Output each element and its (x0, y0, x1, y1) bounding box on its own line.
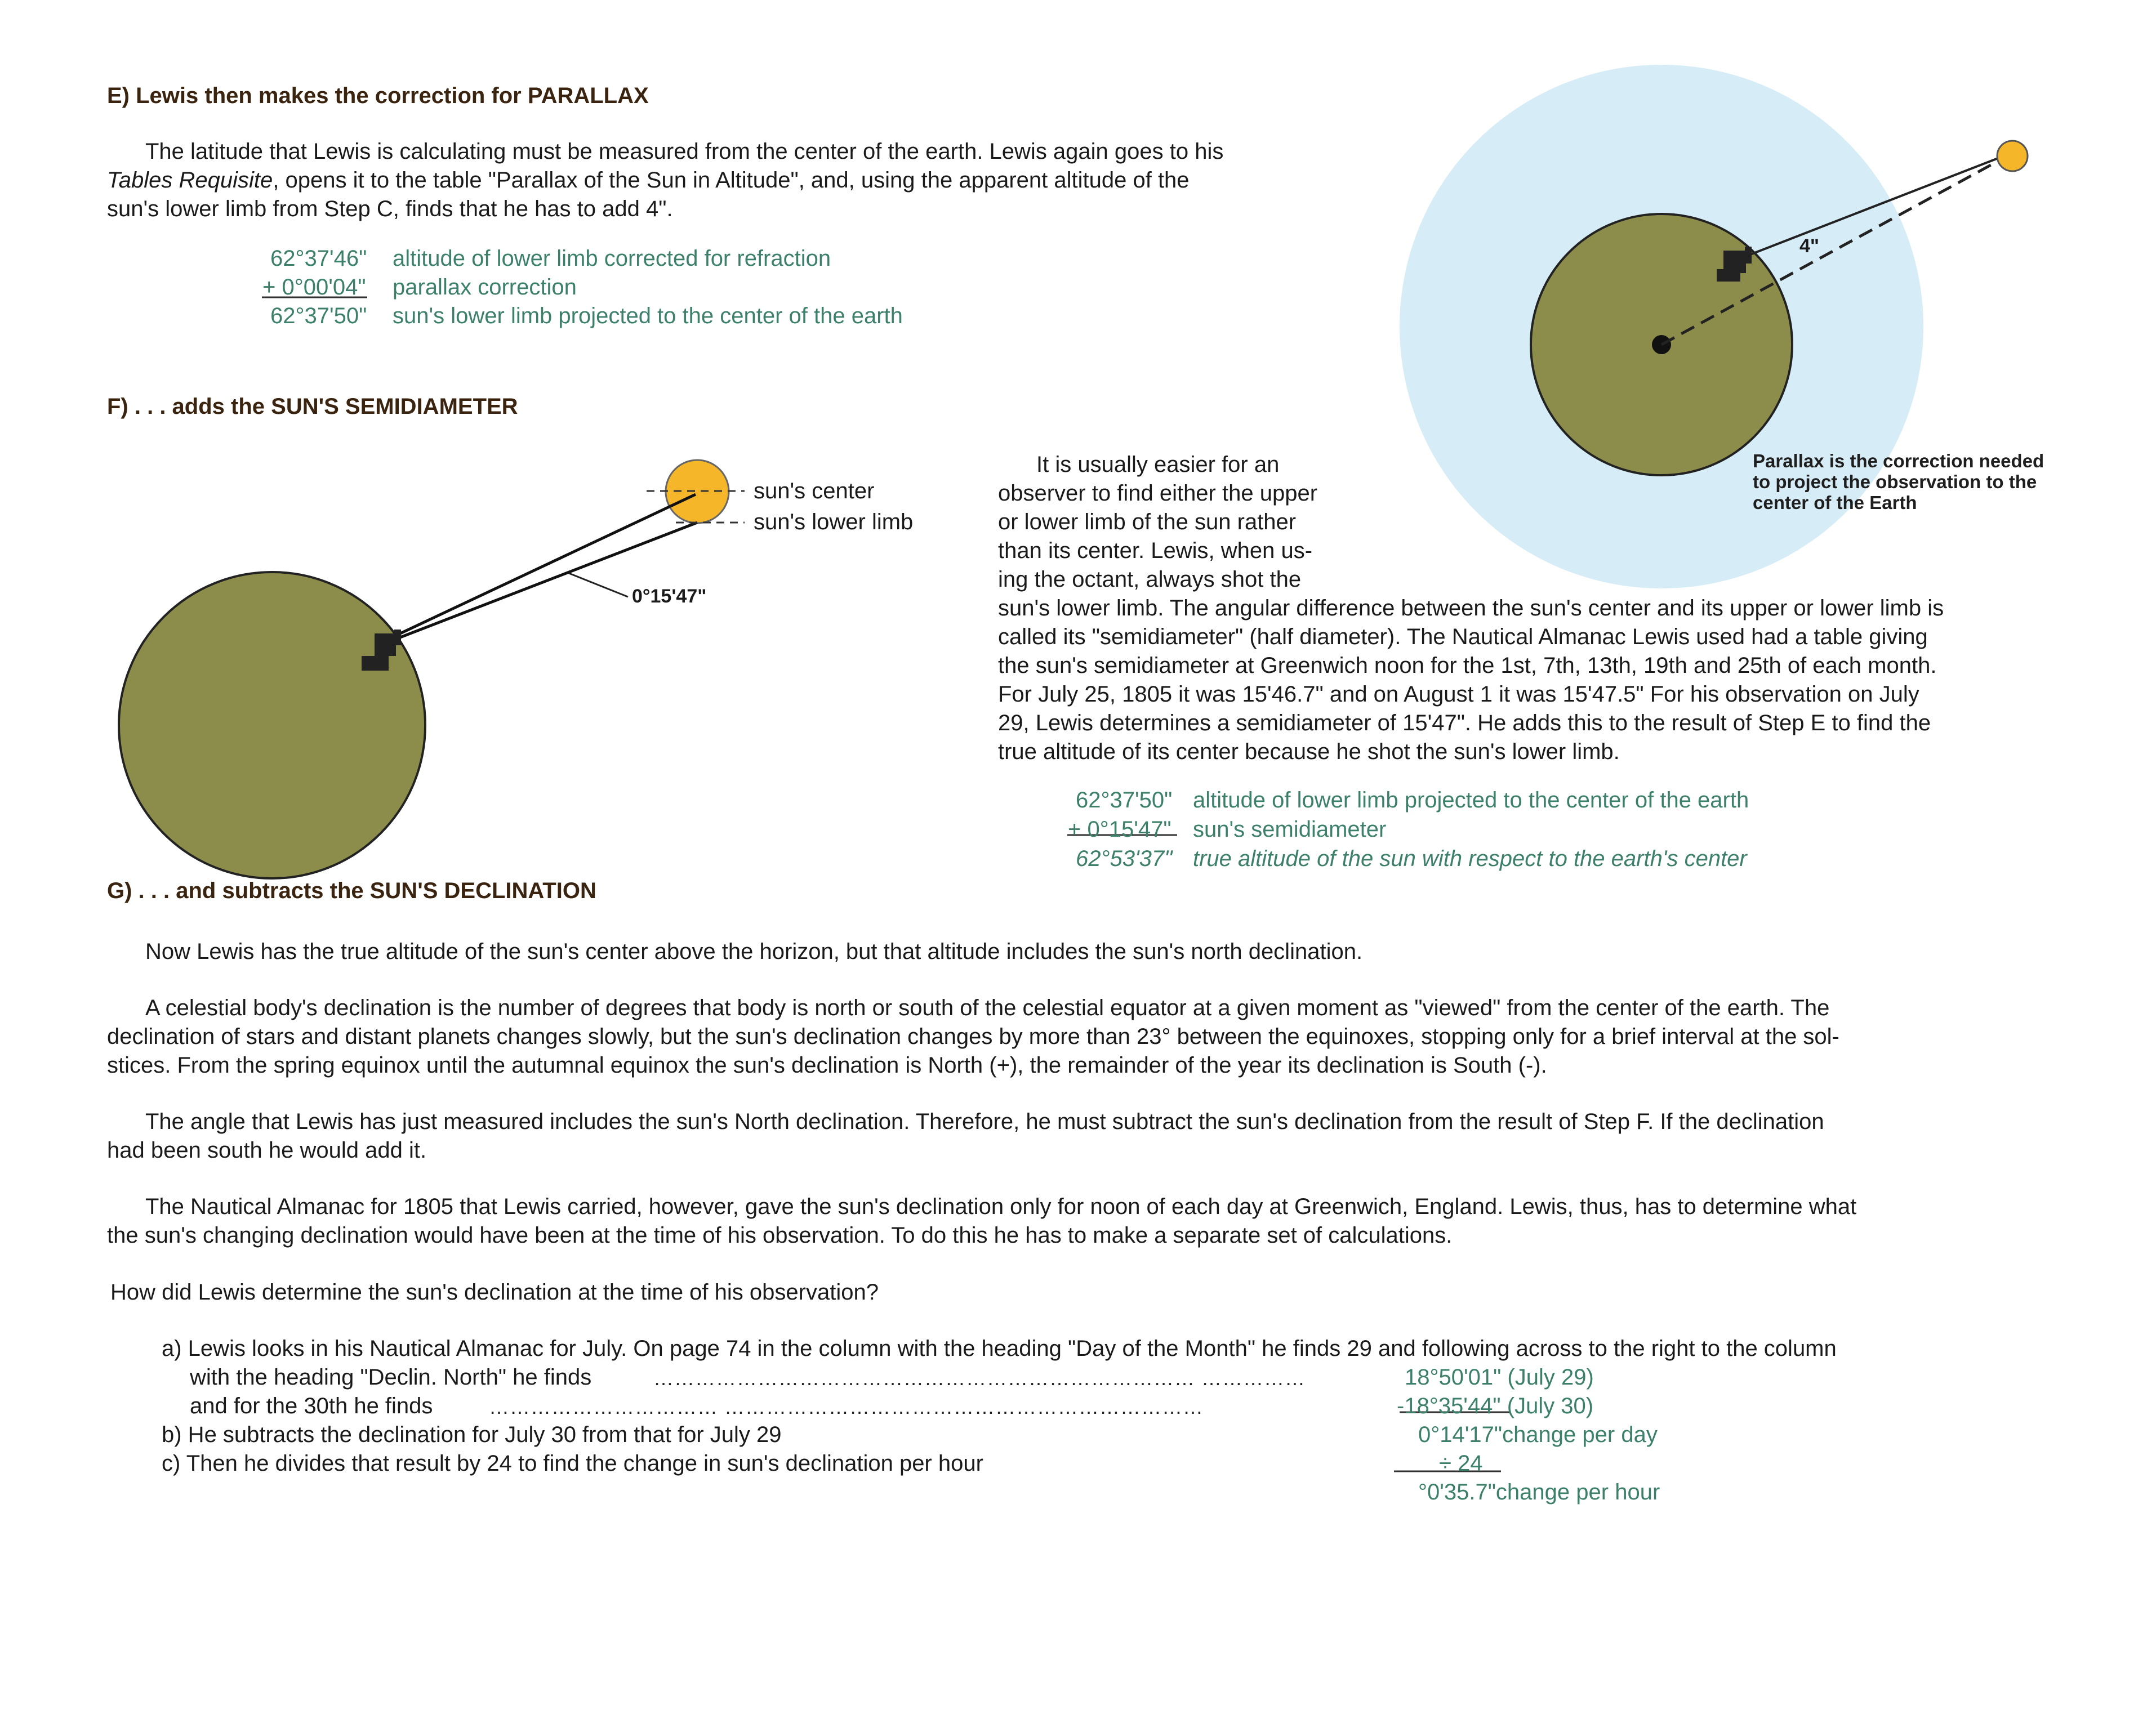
step-a-leader-dots-2: …………………………… …………………………………………………………… (489, 1395, 1204, 1418)
section-f-line-1: It is usually easier for an (1036, 452, 1280, 477)
section-f-line-11: true altitude of its center because he shot the sun's lower limb. (998, 739, 1620, 764)
parallax-calc-desc-3: sun's lower limb projected to the center of the earth (393, 303, 903, 328)
section-e-para-line-3: sun's lower limb from Step C, finds that he has to add 4". (107, 197, 673, 221)
section-f-line-4: than its center. Lewis, when us- (998, 538, 1313, 563)
step-c: c) Then he divides that result by 24 to find the change in sun's declination per hour (162, 1451, 983, 1476)
parallax-calc-value-1: 62°37'46" (270, 246, 367, 271)
step-a-line-2: with the heading "Declin. North" he finds (190, 1365, 592, 1390)
sight-line-center (394, 494, 696, 636)
change-per-day: 0°14'17"change per day (1418, 1422, 1658, 1447)
book-title: Tables Requisite (107, 168, 273, 193)
section-f-line-7: called its "semidiameter" (half diameter). The Nautical Almanac Lewis used had a table giving (998, 624, 1928, 649)
semidiameter-angle-label: 0°15'47" (632, 586, 707, 607)
semidiameter-earth (119, 572, 425, 878)
step-a-leader-dots-1: …………………………………………………………………… …………… (653, 1367, 1306, 1390)
sun-center-label: sun's center (754, 479, 875, 503)
declination-july-29: 18°50'01" (July 29) (1405, 1365, 1594, 1390)
change-per-hour: °0'35.7"change per hour (1418, 1480, 1660, 1505)
section-g-heading: G) . . . and subtracts the SUN'S DECLINATION (107, 878, 596, 903)
declination-question: How did Lewis determine the sun's declination at the time of his observation? (110, 1280, 879, 1305)
divide-by-24: ÷ 24 (1439, 1451, 1483, 1476)
section-f-heading: F) . . . adds the SUN'S SEMIDIAMETER (107, 394, 518, 419)
semidiameter-calc-value-1: 62°37'50" (1076, 788, 1173, 813)
parallax-note-line-3: center of the Earth (1753, 492, 1917, 513)
section-f-line-3: or lower limb of the sun rather (998, 510, 1297, 534)
semidiameter-calc-desc-1: altitude of lower limb projected to the center of the earth (1193, 788, 1749, 813)
section-f-line-8: the sun's semidiameter at Greenwich noon for the 1st, 7th, 13th, 19th and 25th of each month. (998, 653, 1937, 678)
parallax-note-line-1: Parallax is the correction needed (1753, 450, 2044, 471)
step-a-line-1: a) Lewis looks in his Nautical Almanac for July. On page 74 in the column with the heading "Day of the Month" he finds 29 and following across to the right to the column (162, 1336, 1837, 1361)
section-f-line-2: observer to find either the upper (998, 481, 1318, 506)
section-g-para-2-line-1: A celestial body's declination is the number of degrees that body is north or south of the celestial equator at a given moment as "viewed" from the center of the earth. The (145, 996, 1830, 1020)
declination-july-30: -18°35'44" (July 30) (1397, 1394, 1594, 1418)
section-g-para-2-line-2: declination of stars and distant planets changes slowly, but the sun's declination changes by more than 23° between the equinoxes, stopping only for a brief interval at the sol- (107, 1024, 1839, 1049)
semidiameter-calc-desc-2: sun's semidiameter (1193, 817, 1387, 842)
sight-line-lower-limb (394, 523, 697, 640)
section-f-line-10: 29, Lewis determines a semidiameter of 15'47". He adds this to the result of Step E to find the (998, 711, 1931, 735)
section-e-para-line-1: The latitude that Lewis is calculating must be measured from the center of the earth. Lewis again goes to his (145, 139, 1224, 164)
section-f-line-9: For July 25, 1805 it was 15'46.7" and on August 1 it was 15'47.5" For his observation on July (998, 682, 1919, 707)
parallax-calc-desc-2: parallax correction (393, 275, 577, 300)
section-g-para-2-line-3: stices. From the spring equinox until the autumnal equinox the sun's declination is North (+), the remainder of the year its declination is South (-). (107, 1053, 1547, 1078)
semidiameter-diagram (119, 460, 745, 878)
section-f-line-5: ing the octant, always shot the (998, 567, 1302, 592)
section-g-para-1: Now Lewis has the true altitude of the sun's center above the horizon, but that altitude includes the sun's north declination. (145, 939, 1363, 964)
semidiameter-calc-value-2: + 0°15'47" (1068, 817, 1171, 842)
parallax-calc-value-3: 62°37'50" (270, 303, 367, 328)
section-f-line-6: sun's lower limb. The angular difference between the sun's center and its upper or lower limb is (998, 596, 1944, 621)
section-e-para-line-2-rest: , opens it to the table "Parallax of the Sun in Altitude", and, using the apparent altitude of the (273, 168, 1190, 193)
section-e-para-line-2 (107, 166, 1190, 195)
semidiameter-calc-desc-3: true altitude of the sun with respect to the earth's center (1193, 846, 1747, 871)
step-b: b) He subtracts the declination for July 30 from that for July 29 (162, 1422, 782, 1447)
section-g-para-3-line-2: had been south he would add it. (107, 1138, 427, 1163)
section-g-para-4-line-1: The Nautical Almanac for 1805 that Lewis carried, however, gave the sun's declination only for noon of each day at Greenwich, England. Lewis, thus, has to determine what (145, 1194, 1857, 1219)
section-g-para-3-line-1: The angle that Lewis has just measured includes the sun's North declination. Therefore, he must subtract the sun's declination from the result of Step F. If the declination (145, 1109, 1824, 1134)
parallax-angle-label: 4" (1799, 235, 1820, 257)
sun-lower-limb-label: sun's lower limb (754, 510, 914, 534)
step-a-line-3: and for the 30th he finds (190, 1394, 433, 1418)
parallax-calc-value-2: + 0°00'04" (262, 275, 366, 300)
parallax-calc-desc-1: altitude of lower limb corrected for refraction (393, 246, 831, 271)
parallax-diagram (1400, 65, 2028, 588)
parallax-sun (1997, 141, 2028, 171)
section-g-para-4-line-2: the sun's changing declination would have been at the time of his observation. To do this he has to make a separate set of calculations. (107, 1223, 1453, 1248)
angle-leader-line (569, 573, 628, 597)
semidiameter-calc-value-3: 62°53'37" (1076, 846, 1173, 871)
section-e-heading: E) Lewis then makes the correction for PARALLAX (107, 83, 649, 108)
parallax-note-line-2: to project the observation to the (1753, 471, 2037, 492)
